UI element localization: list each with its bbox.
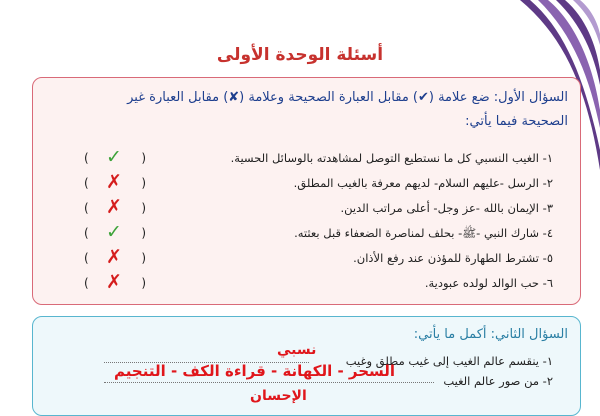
paren-open: ( [84, 226, 89, 240]
tf-item-1 [32, 148, 581, 170]
cross-icon: ✗ [106, 171, 122, 193]
question-1-instruction: ضع علامة (✔) مقابل العبارة الصحيحة وعلامة (✘) مقابل العبارة غير [127, 90, 490, 105]
paren-close: ) [141, 251, 146, 265]
paren-close: ) [141, 151, 146, 165]
tf-answer-slot[interactable] [84, 173, 146, 195]
fill-blank-line[interactable] [104, 382, 434, 383]
tf-statement: ٦- حب الوالد لولده عبودية. [424, 276, 553, 290]
tf-statement: ٢- الرسل -عليهم السلام- لديهم معرفة بالغيب المطلق. [293, 176, 553, 190]
paren-close: ) [141, 226, 146, 240]
tf-statement: ١- الغيب النسبي كل ما نستطيع التوصل لمشاهدته بالوسائل الحسية. [230, 151, 553, 165]
cross-icon: ✗ [106, 196, 122, 218]
check-icon: ✓ [106, 146, 122, 168]
cross-icon: ✗ [106, 246, 122, 268]
tf-item-5 [32, 248, 581, 270]
fill-answer: نسبي [277, 342, 317, 358]
tf-item-6 [32, 273, 581, 295]
fill-answer: الإحسان [250, 388, 307, 404]
tf-statement: ٥- تشترط الطهارة للمؤذن عند رفع الأذان. [353, 251, 553, 265]
fill-prompt: ٢- من صور عالم الغيب [443, 374, 553, 388]
page-title: أسئلة الوحدة الأولى [216, 45, 384, 65]
tf-answer-slot[interactable] [84, 273, 146, 295]
tf-item-3 [32, 198, 581, 220]
tf-answer-slot[interactable] [84, 198, 146, 220]
question-2-heading: السؤال الثاني: أكمل ما يأتي: [413, 327, 568, 342]
tf-statement: ٤- شارك النبي -ﷺ- بحلف لمناصرة الضعفاء قبل بعثته. [294, 226, 553, 240]
tf-answer-slot[interactable] [84, 223, 146, 245]
check-icon: ✓ [106, 221, 122, 243]
question-1-heading [48, 86, 568, 134]
tf-answer-slot[interactable] [84, 248, 146, 270]
paren-close: ) [141, 276, 146, 290]
paren-close: ) [141, 201, 146, 215]
tf-statement: ٣- الإيمان بالله -عز وجل- أعلى مراتب الدين. [340, 201, 553, 215]
paren-open: ( [84, 251, 89, 265]
fill-item-3 [32, 388, 581, 412]
cross-icon: ✗ [106, 271, 122, 293]
paren-open: ( [84, 176, 89, 190]
paren-close: ) [141, 176, 146, 190]
paren-open: ( [84, 201, 89, 215]
question-1-label: السؤال الأول: [493, 90, 568, 105]
tf-item-4 [32, 223, 581, 245]
tf-item-2 [32, 173, 581, 195]
tf-answer-slot[interactable] [84, 148, 146, 170]
fill-answer: السحر - الكهانة - قراءة الكف - التنجيم [114, 362, 396, 380]
question-1-instruction-cont: الصحيحة فيما يأتي: [465, 114, 568, 129]
fill-prompt: ١- ينقسم عالم الغيب إلى غيب مطلق وغيب [345, 354, 553, 368]
paren-open: ( [84, 151, 89, 165]
paren-open: ( [84, 276, 89, 290]
